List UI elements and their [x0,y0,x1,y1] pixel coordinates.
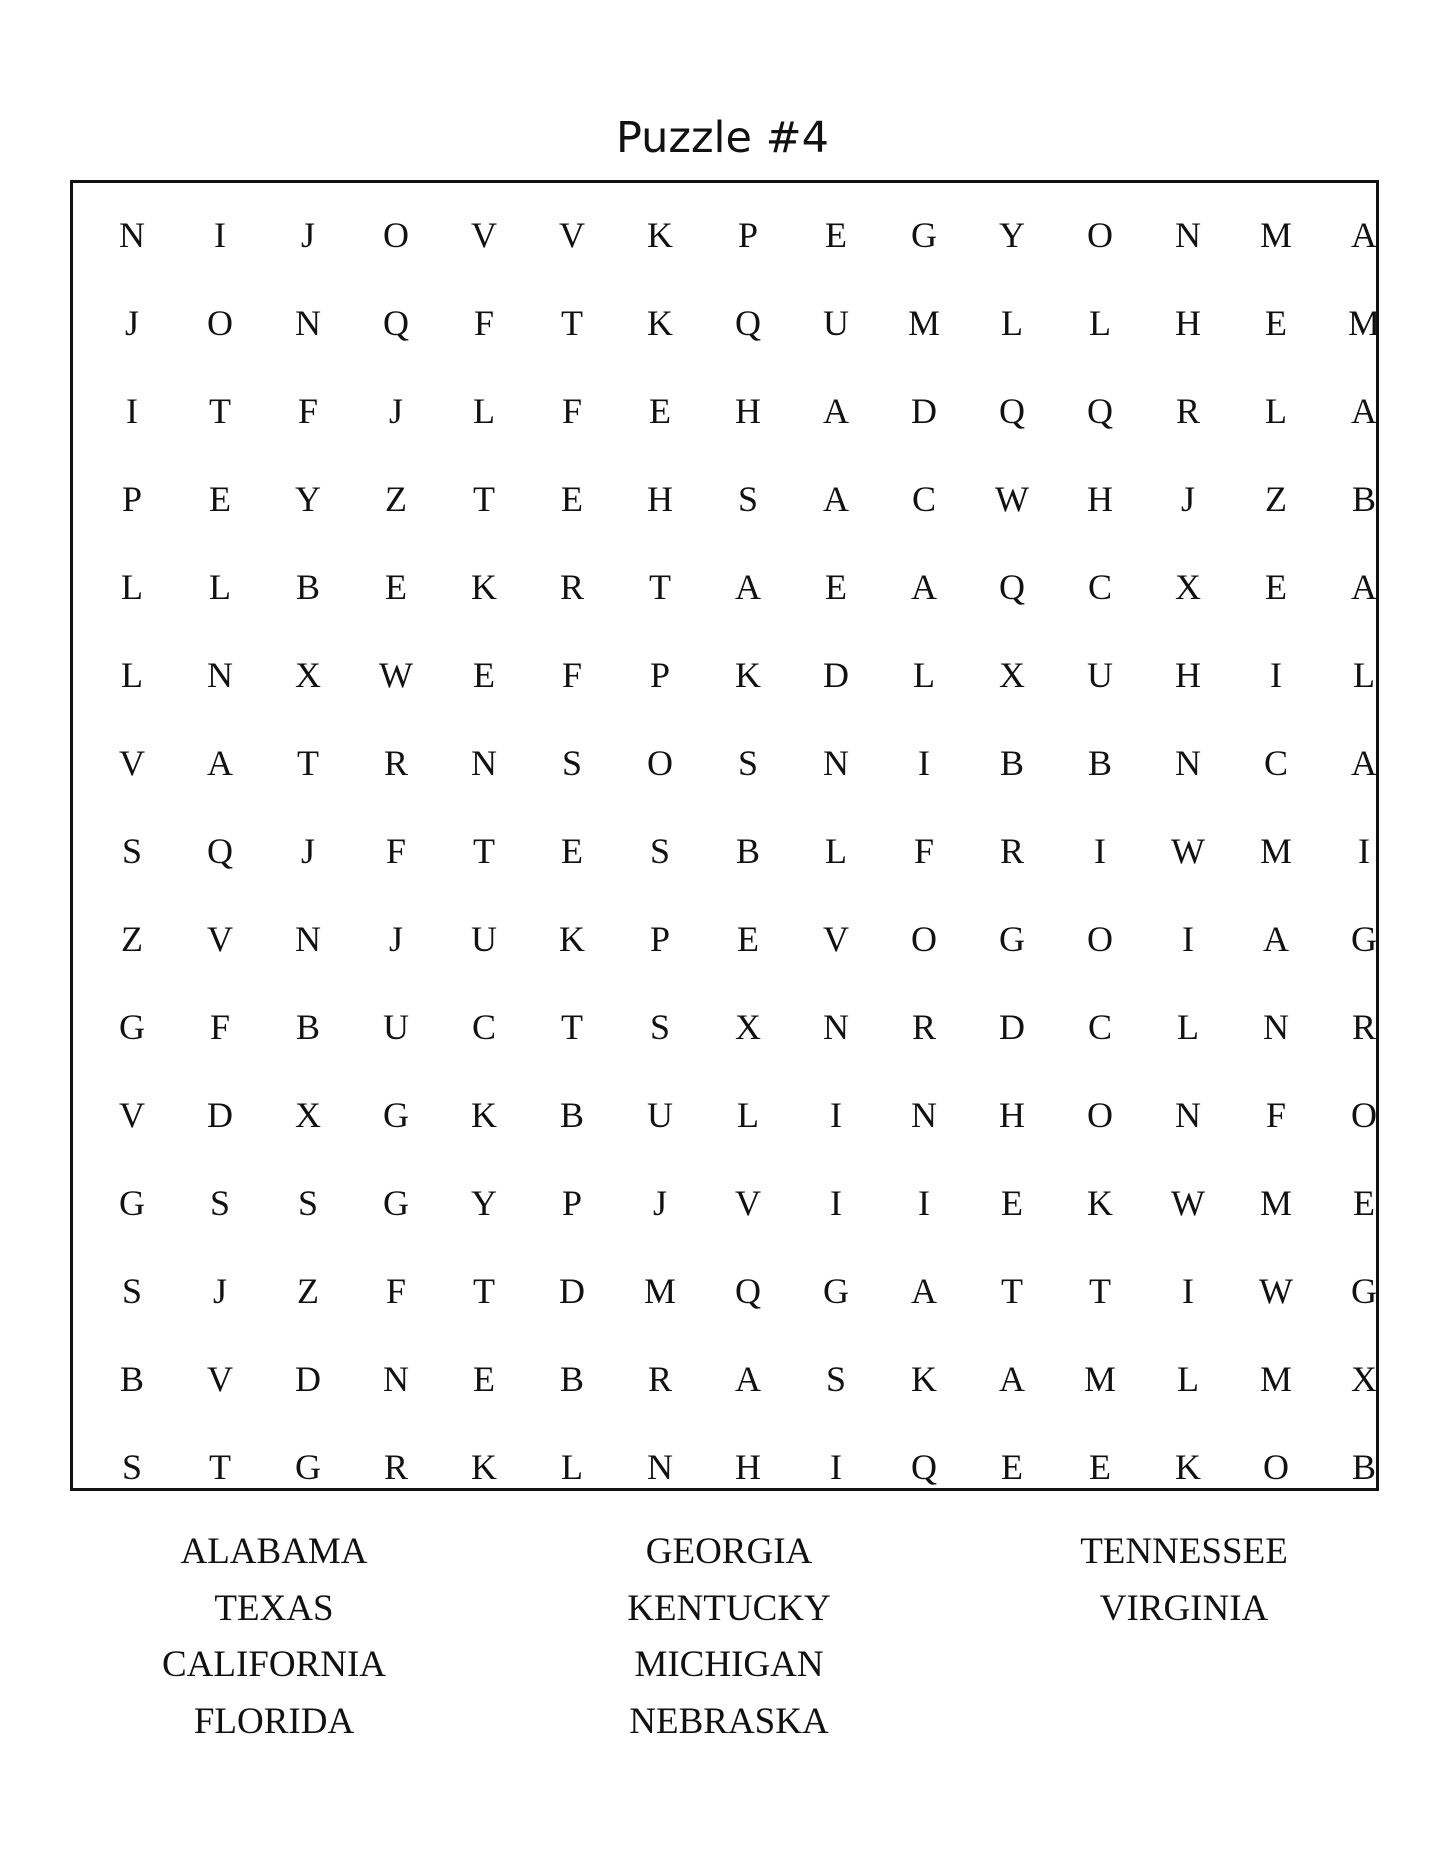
grid-cell: S [121,1447,143,1487]
grid-cell: G [119,1007,145,1047]
grid-cell: Q [735,303,761,343]
grid-cell: C [1087,1007,1112,1047]
grid-cell: J [300,831,315,871]
grid-cell: A [735,567,761,607]
grid-cell: W [995,479,1029,519]
grid-cell: G [911,215,937,255]
grid-cell: X [295,1095,321,1135]
grid-cell: D [823,655,849,695]
grid-cell: T [209,391,231,431]
word-search-grid [88,191,1408,1511]
grid-cell: Y [999,215,1025,255]
grid-cell: O [1351,1095,1377,1135]
grid-cell: N [1175,743,1201,783]
grid-cell: F [561,391,583,431]
grid-cell: N [119,215,145,255]
grid-cell: S [121,1271,143,1311]
grid-cell: P [737,215,759,255]
grid-cell: L [121,567,143,607]
grid-cell: I [214,215,226,255]
grid-cell: N [471,743,497,783]
grid-cell: L [209,567,231,607]
grid-cell: N [911,1095,937,1135]
grid-cell: W [1171,831,1205,871]
grid-cell: A [1351,391,1377,431]
word-list-item: TEXAS [214,1587,334,1629]
grid-cell: B [559,1359,584,1399]
grid-cell: E [1265,303,1287,343]
grid-cell: R [1351,1007,1376,1047]
grid-cell: A [999,1359,1025,1399]
grid-cell: E [473,1359,495,1399]
grid-cell: B [1087,743,1112,783]
grid-cell: H [735,391,761,431]
grid-cell: L [473,391,495,431]
grid-cell: M [1083,1359,1116,1399]
grid-cell: S [209,1183,231,1223]
word-list-item: MICHIGAN [634,1644,824,1685]
grid-cell: W [1259,1271,1293,1311]
grid-cell: T [209,1447,231,1487]
grid-cell: E [561,479,583,519]
grid-cell: M [907,303,940,343]
grid-cell: I [1358,831,1370,871]
grid-cell: L [913,655,935,695]
grid-cell: F [561,655,583,695]
grid-cell: I [830,1447,842,1487]
grid-cell: A [1351,743,1377,783]
grid-cell: M [1259,831,1292,871]
grid-cell: J [1180,479,1195,519]
grid-cell: J [388,391,403,431]
grid-cell: P [561,1183,583,1223]
grid-cell: F [913,831,935,871]
grid-cell: I [1182,1271,1194,1311]
grid-cell: H [999,1095,1025,1135]
grid-cell: P [649,919,671,959]
grid-cell: K [1175,1447,1201,1487]
grid-cell: R [911,1007,936,1047]
grid-cell: H [1175,655,1201,695]
grid-cell: T [561,303,583,343]
grid-cell: C [1263,743,1288,783]
grid-cell: N [383,1359,409,1399]
word-list-item: CALIFORNIA [161,1644,387,1685]
grid-cell: E [1089,1447,1111,1487]
grid-cell: V [119,743,145,783]
grid-cell: L [1177,1007,1199,1047]
grid-cell: A [911,567,937,607]
grid-cell: D [999,1007,1025,1047]
grid-cell: O [1087,1095,1113,1135]
grid-cell: G [999,919,1025,959]
grid-cell: N [823,743,849,783]
grid-cell: N [1175,215,1201,255]
grid-cell: R [383,1447,408,1487]
grid-cell: O [911,919,937,959]
grid-cell: G [383,1183,409,1223]
grid-cell: J [124,303,139,343]
grid-cell: H [735,1447,761,1487]
grid-cell: P [649,655,671,695]
grid-cell: K [471,1447,497,1487]
grid-cell: R [647,1359,672,1399]
grid-cell: B [295,567,320,607]
grid-cell: G [119,1183,145,1223]
grid-cell: I [918,1183,930,1223]
grid-cell: T [1001,1271,1023,1311]
grid-cell: J [212,1271,227,1311]
grid-cell: A [1263,919,1289,959]
grid-cell: A [207,743,233,783]
word-list-item: GEORGIA [645,1531,813,1572]
grid-cell: R [1175,391,1200,431]
grid-cell: U [823,303,849,343]
grid-cell: F [209,1007,231,1047]
word-search-grid-frame [70,180,1379,1491]
grid-cell: D [295,1359,321,1399]
grid-cell: A [1351,215,1377,255]
grid-cell: K [559,919,585,959]
grid-cell: S [737,743,759,783]
grid-cell: S [737,479,759,519]
grid-cell: X [999,655,1025,695]
grid-cell: O [207,303,233,343]
grid-cell: T [473,479,495,519]
grid-cell: V [207,919,233,959]
grid-cell: L [121,655,143,695]
grid-cell: M [1259,1359,1292,1399]
grid-cell: L [1177,1359,1199,1399]
grid-cell: S [121,831,143,871]
grid-cell: T [561,1007,583,1047]
grid-cell: I [830,1183,842,1223]
grid-cell: E [473,655,495,695]
grid-cell: O [383,215,409,255]
grid-cell: N [207,655,233,695]
grid-cell: T [649,567,671,607]
grid-cell: V [471,215,497,255]
grid-cell: E [649,391,671,431]
grid-cell: N [647,1447,673,1487]
grid-cell: O [647,743,673,783]
grid-cell: Q [999,567,1025,607]
grid-cell: V [823,919,849,959]
grid-cell: N [1175,1095,1201,1135]
word-list-item: FLORIDA [193,1700,355,1742]
grid-cell: F [297,391,319,431]
grid-cell: S [649,1007,671,1047]
grid-cell: J [300,215,315,255]
grid-cell: L [1353,655,1375,695]
grid-cell: S [649,831,671,871]
grid-cell: G [383,1095,409,1135]
grid-cell: B [1351,479,1376,519]
word-list-item: TENNESSEE [1080,1531,1288,1572]
grid-cell: I [1182,919,1194,959]
grid-cell: G [295,1447,321,1487]
grid-cell: I [830,1095,842,1135]
grid-cell: A [911,1271,937,1311]
grid-cell: C [471,1007,496,1047]
word-list [0,1524,1445,1764]
word-list-item: ALABAMA [180,1531,368,1572]
grid-cell: F [385,831,407,871]
grid-cell: Z [297,1271,319,1311]
grid-cell: I [1094,831,1106,871]
grid-cell: I [1270,655,1282,695]
grid-cell: V [559,215,585,255]
grid-cell: T [297,743,319,783]
grid-cell: U [383,1007,409,1047]
grid-cell: Q [911,1447,937,1487]
word-list-item: KENTUCKY [627,1587,831,1629]
grid-cell: Z [1265,479,1287,519]
grid-cell: A [823,479,849,519]
grid-cell: X [295,655,321,695]
grid-cell: R [999,831,1024,871]
grid-cell: H [647,479,673,519]
grid-cell: B [999,743,1024,783]
grid-cell: E [1001,1447,1023,1487]
grid-cell: U [647,1095,673,1135]
grid-cell: C [911,479,936,519]
grid-cell: G [1351,919,1377,959]
grid-cell: P [121,479,143,519]
grid-cell: N [823,1007,849,1047]
grid-cell: O [1087,215,1113,255]
grid-cell: Q [735,1271,761,1311]
grid-cell: M [1259,1183,1292,1223]
grid-cell: Q [1087,391,1113,431]
grid-cell: K [1087,1183,1113,1223]
grid-cell: V [119,1095,145,1135]
grid-cell: A [735,1359,761,1399]
grid-cell: E [209,479,231,519]
grid-cell: W [1171,1183,1205,1223]
grid-cell: Q [999,391,1025,431]
grid-cell: B [735,831,760,871]
grid-cell: T [473,1271,495,1311]
grid-cell: M [643,1271,676,1311]
grid-cell: U [1087,655,1113,695]
grid-cell: I [126,391,138,431]
grid-cell: E [737,919,759,959]
grid-cell: X [1175,567,1201,607]
grid-cell: E [1001,1183,1023,1223]
grid-cell: J [388,919,403,959]
grid-cell: K [471,1095,497,1135]
grid-cell: S [297,1183,319,1223]
grid-cell: W [379,655,413,695]
grid-cell: L [737,1095,759,1135]
grid-cell: X [735,1007,761,1047]
grid-cell: V [735,1183,761,1223]
grid-cell: Q [207,831,233,871]
grid-cell: R [383,743,408,783]
grid-cell: G [1351,1271,1377,1311]
puzzle-title: Puzzle #4 [615,113,830,163]
grid-cell: C [1087,567,1112,607]
grid-cell: F [1265,1095,1287,1135]
grid-cell: G [823,1271,849,1311]
grid-cell: B [295,1007,320,1047]
grid-cell: L [1089,303,1111,343]
grid-cell: E [561,831,583,871]
grid-cell: J [652,1183,667,1223]
grid-cell: L [1001,303,1023,343]
grid-cell: R [559,567,584,607]
grid-cell: Y [295,479,321,519]
grid-cell: K [471,567,497,607]
grid-cell: M [1347,303,1380,343]
grid-cell: S [561,743,583,783]
grid-cell: K [911,1359,937,1399]
grid-cell: X [1351,1359,1377,1399]
grid-cell: L [825,831,847,871]
grid-cell: D [911,391,937,431]
grid-cell: O [1087,919,1113,959]
grid-cell: N [295,303,321,343]
grid-cell: H [1175,303,1201,343]
grid-cell: B [559,1095,584,1135]
grid-cell: T [1089,1271,1111,1311]
grid-cell: F [473,303,495,343]
grid-cell: L [561,1447,583,1487]
grid-cell: D [559,1271,585,1311]
grid-cell: K [647,215,673,255]
grid-cell: E [385,567,407,607]
grid-cell: E [825,215,847,255]
grid-cell: A [823,391,849,431]
word-list-item: NEBRASKA [629,1700,829,1742]
grid-cell: B [1351,1447,1376,1487]
grid-cell: Z [121,919,143,959]
grid-cell: Z [385,479,407,519]
word-list-item: VIRGINIA [1099,1587,1269,1629]
grid-cell: L [1265,391,1287,431]
grid-cell: E [1353,1183,1375,1223]
grid-cell: E [1265,567,1287,607]
grid-cell: M [1259,215,1292,255]
grid-cell: N [1263,1007,1289,1047]
grid-cell: K [735,655,761,695]
word-list-column-3 [984,1524,1384,1637]
grid-cell: Y [471,1183,497,1223]
word-list-column-2 [529,1524,929,1750]
grid-cell: A [1351,567,1377,607]
grid-cell: H [1087,479,1113,519]
grid-cell: N [295,919,321,959]
grid-cell: V [207,1359,233,1399]
grid-cell: D [207,1095,233,1135]
grid-cell: B [119,1359,144,1399]
grid-cell: F [385,1271,407,1311]
grid-cell: I [918,743,930,783]
grid-cell: T [473,831,495,871]
grid-cell: Q [383,303,409,343]
grid-cell: S [825,1359,847,1399]
grid-cell: U [471,919,497,959]
grid-cell: E [825,567,847,607]
word-list-column-1 [74,1524,474,1750]
grid-cell: K [647,303,673,343]
grid-cell: O [1263,1447,1289,1487]
